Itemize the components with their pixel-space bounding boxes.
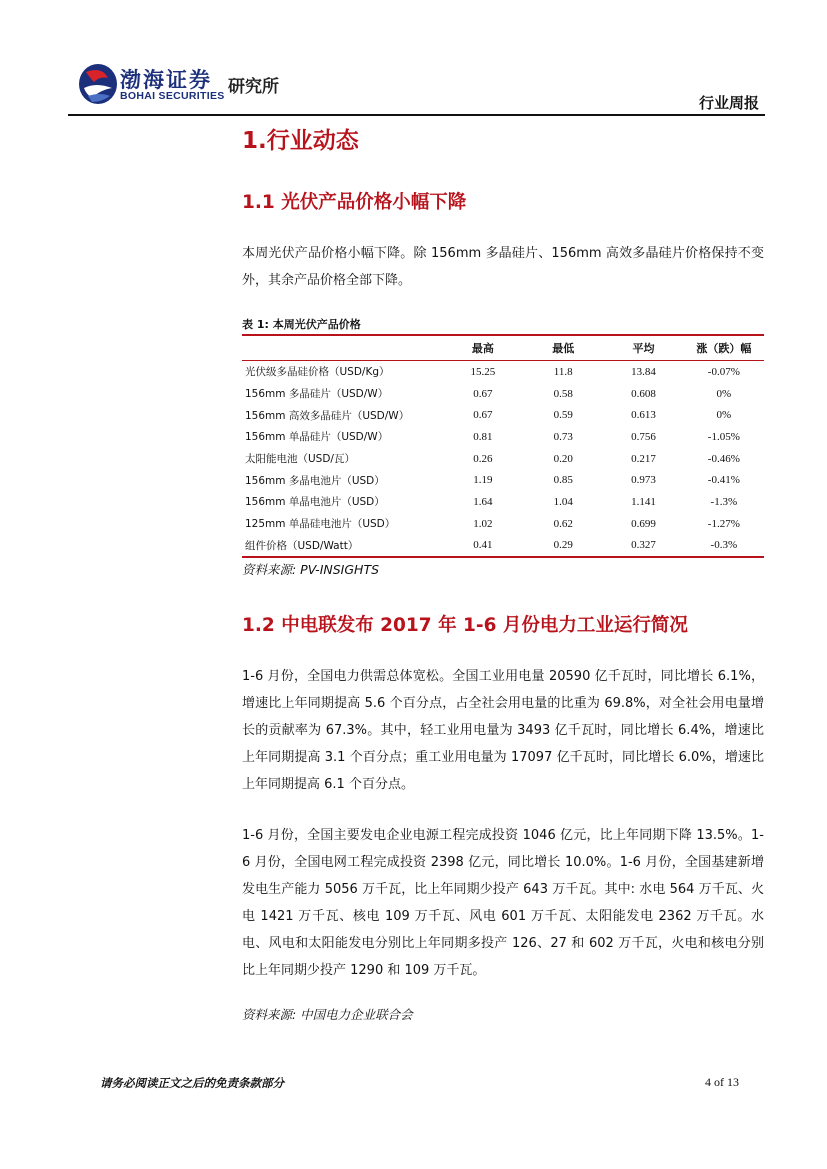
price-change: -1.27% xyxy=(707,517,740,530)
price-change: -0.41% xyxy=(707,474,740,487)
price-average: 0.217 xyxy=(631,452,656,465)
page-header xyxy=(0,0,827,120)
price-change: 0% xyxy=(716,409,732,422)
product-name: 光伏级多晶硅价格（USD/Kg） xyxy=(245,366,390,379)
table-header-row xyxy=(242,335,764,361)
power-investment-paragraph: 1-6 月份，全国主要发电企业电源工程完成投资 1046 亿元，比上年同期下降 13.5%。1-6 月份，全国电网工程完成投资 2398 亿元，同比增长 10.0%。1-6 月份，全国基建新增发电生产能力 5056 万千瓦，比上年同期少投产 643 万千瓦。其中: 水电 564 万千瓦、火电 1421 万千瓦、核电 109 万千瓦、风电 601 万千瓦、太阳能发电 2362 万千瓦。水电、风电和太阳能发电分别比上年同期多投产 126、27 和 602 万千瓦，火电和核电分别比上年同期少投产 1290 和 109 万千瓦。 xyxy=(242,828,764,978)
header-divider xyxy=(68,114,765,116)
price-low: 0.73 xyxy=(553,430,573,443)
price-low: 0.62 xyxy=(553,517,573,530)
table-row xyxy=(242,383,764,405)
price-change: -0.46% xyxy=(707,452,740,465)
price-average: 13.84 xyxy=(631,365,656,378)
footer-disclaimer: 请务必阅读正文之后的免责条款部分 xyxy=(100,1076,284,1090)
header-cell: 平均 xyxy=(632,342,655,355)
page-number: 4 of 13 xyxy=(705,1075,739,1089)
table-row xyxy=(242,535,764,558)
price-average: 1.141 xyxy=(631,495,656,508)
price-change: -0.3% xyxy=(710,539,738,552)
price-change: -0.07% xyxy=(707,365,740,378)
table-row xyxy=(242,513,764,535)
price-low: 0.85 xyxy=(553,474,573,487)
price-high: 0.81 xyxy=(473,430,493,443)
product-name: 156mm 多晶电池片（USD） xyxy=(245,474,385,487)
table-row xyxy=(242,448,764,470)
price-low: 11.8 xyxy=(553,365,573,378)
price-change: -1.3% xyxy=(710,495,738,508)
price-average: 0.699 xyxy=(631,517,656,530)
price-change: 0% xyxy=(716,387,732,400)
table-row xyxy=(242,404,764,426)
price-average: 0.756 xyxy=(631,430,656,443)
price-high: 0.67 xyxy=(473,387,493,400)
product-name: 156mm 高效多晶硅片（USD/W） xyxy=(245,409,410,422)
table-row xyxy=(242,469,764,491)
bohai-logo-icon xyxy=(78,62,118,106)
price-change: -1.05% xyxy=(707,430,740,443)
price-high: 0.67 xyxy=(473,409,493,422)
table-source: 资料来源: PV-INSIGHTS xyxy=(242,562,380,577)
product-name: 156mm 单晶硅片（USD/W） xyxy=(245,431,389,444)
table-caption: 表 1: 本周光伏产品价格 xyxy=(242,318,361,331)
subsection-title-power-industry: 1.2 中电联发布 2017 年 1-6 月份电力工业运行简况 xyxy=(242,615,688,636)
price-average: 0.327 xyxy=(631,539,656,552)
subsection-title-pv-prices: 1.1 光伏产品价格小幅下降 xyxy=(242,192,467,213)
section-title: 1.行业动态 xyxy=(242,128,359,154)
pv-price-table xyxy=(242,334,764,558)
product-name: 太阳能电池（USD/瓦） xyxy=(245,453,355,466)
table-row xyxy=(242,361,764,383)
price-high: 0.41 xyxy=(473,539,493,552)
product-name: 组件价格（USD/Watt） xyxy=(245,539,359,552)
price-low: 0.20 xyxy=(553,452,573,465)
table-row xyxy=(242,426,764,448)
price-high: 15.25 xyxy=(470,365,496,378)
header-cell xyxy=(242,335,443,361)
product-name: 125mm 单晶硅电池片（USD） xyxy=(245,518,396,531)
price-low: 0.58 xyxy=(553,387,573,400)
price-low: 0.29 xyxy=(553,539,573,552)
logo-english-name: BOHAI SECURITIES xyxy=(120,90,225,102)
company-logo xyxy=(78,62,298,108)
header-cell: 最高 xyxy=(471,342,494,355)
logo-chinese-name: 渤海证券 xyxy=(120,68,212,92)
report-type: 行业周报 xyxy=(698,94,759,112)
price-high: 1.64 xyxy=(473,495,493,508)
price-low: 1.04 xyxy=(553,495,573,508)
power-consumption-paragraph: 1-6 月份，全国电力供需总体宽松。全国工业用电量 20590 亿千瓦时，同比增长 6.1%，增速比上年同期提高 5.6 个百分点，占全社会用电量的比重为 69.8%，对全社会用电量增长的贡献率为 67.3%。其中，轻工业用电量为 3493 亿千瓦时，同比增长 6.4%，增速比上年同期提高 3.1 个百分点；重工业用电量为 17097 亿千瓦时，同比增长 6.0%，增速比上年同期提高 6.1 个百分点。 xyxy=(242,669,764,792)
pv-prices-paragraph: 本周光伏产品价格小幅下降。除 156mm 多晶硅片、156mm 高效多晶硅片价格保持不变外，其余产品价格全部下降。 xyxy=(242,246,764,288)
price-high: 1.19 xyxy=(473,474,493,487)
price-low: 0.59 xyxy=(553,409,573,422)
price-average: 0.613 xyxy=(631,409,656,422)
institute-label: 研究所 xyxy=(228,77,279,97)
price-high: 1.02 xyxy=(473,517,493,530)
section-source: 资料来源: 中国电力企业联合会 xyxy=(242,1007,413,1022)
price-average: 0.608 xyxy=(631,387,656,400)
table-row xyxy=(242,491,764,513)
product-name: 156mm 单晶电池片（USD） xyxy=(245,496,385,509)
header-cell: 最低 xyxy=(552,342,575,355)
header-cell: 涨（跌）幅 xyxy=(696,342,752,355)
product-name: 156mm 多晶硅片（USD/W） xyxy=(245,388,389,401)
price-average: 0.973 xyxy=(631,474,656,487)
price-high: 0.26 xyxy=(473,452,493,465)
